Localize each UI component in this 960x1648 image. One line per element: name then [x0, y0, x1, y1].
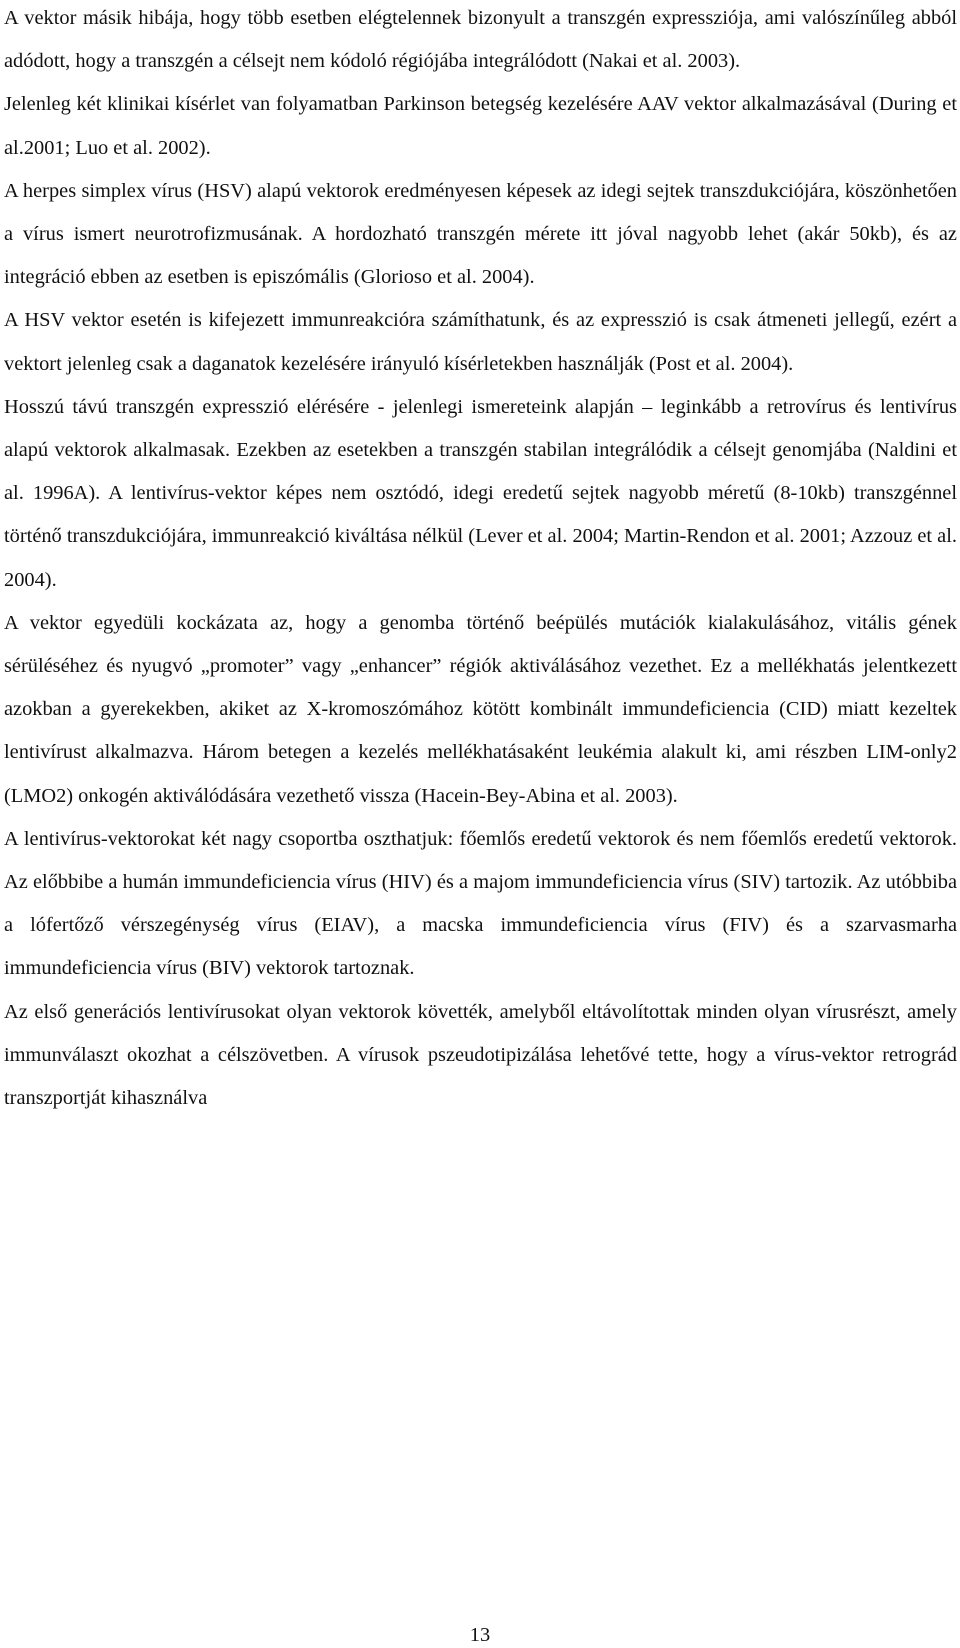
paragraph-vector-risk: A vektor egyedüli kockázata az, hogy a genomba történő beépülés mutációk kialakulásához, vitális gének sérüléséhez és nyugvó „promoter” vagy „enhancer” régiók aktiválásához vezethet. Ez a mellékhatás jelentkezett azokban a gyerekekben, akiket az X-kromoszómához kötött kombinált immundeficiencia (CID) miatt kezeltek lentivírust alkalmazva. Három betegen a kezelés mellékhatásaként leukémia alakult ki, ami részben LIM-only2 (LMO2) onkogén aktiválódására vezethető vissza (Hacein-Bey-Abina et al. 2003). [4, 611, 957, 807]
paragraph-long-term-expression: Hosszú távú transzgén expresszió elérésére - jelenlegi ismereteink alapján – leginkább a retrovírus és lentivírus alapú vektorok alkalmasak. Ezekben az esetekben a transzgén stabilan integrálódik a célsejt genomjába (Naldini et al. 1996A). A lentivírus-vektor képes nem osztódó, idegi eredetű sejtek nagyobb méretű (8-10kb) transzgénnel történő transzdukciójára, immunreakció kiváltása nélkül (Lever et al. 2004; Martin-Rendon et al. 2001; Azzouz et al. 2004). [4, 395, 957, 591]
paragraph-parkinson-trials: Jelenleg két klinikai kísérlet van folyamatban Parkinson betegség kezelésére AAV vektor alkalmazásával (During et al.2001; Luo et al. 2002). [4, 93, 957, 159]
paragraph-first-generation: Az első generációs lentivírusokat olyan vektorok követték, amelyből eltávolítottak minden olyan vírusrészt, amely immunválaszt okozhat a célszövetben. A vírusok pszeudotipizálása lehetővé tette, hogy a vírus-vektor retrográd transzportját kihasználva [4, 1000, 957, 1110]
paragraph-hsv-immunreaction: A HSV vektor esetén is kifejezett immunreakcióra számíthatunk, és az expresszió is csak átmeneti jellegű, ezért a vektort jelenleg csak a daganatok kezelésére irányuló kísérletekben használják (Post et al. 2004). [4, 309, 957, 375]
paragraph-hsv-vectors: A herpes simplex vírus (HSV) alapú vektorok eredményesen képesek az idegi sejtek transzdukciójára, köszönhetően a vírus ismert neurotrofizmusának. A hordozható transzgén mérete itt jóval nagyobb lehet (akár 50kb), és az integráció ebben az esetben is episzómális (Glorioso et al. 2004). [4, 179, 957, 289]
paragraph-aav-expression: A vektor másik hibája, hogy több esetben elégtelennek bizonyult a transzgén expressziója, ami valószínűleg abból adódott, hogy a transzgén a célsejt nem kódoló régiójába integrálódott (Nakai et al. 2003). [4, 7, 957, 73]
page-number: 13 [469, 1624, 491, 1646]
body-text [4, 0, 957, 1120]
paragraph-lentivirus-groups: A lentivírus-vektorokat két nagy csoportba oszthatjuk: főemlős eredetű vektorok és nem főemlős eredetű vektorok. Az előbbibe a humán immundeficiencia vírus (HIV) és a majom immundeficiencia vírus (SIV) tartozik. Az utóbbiba a lófertőző vérszegénység vírus (EIAV), a macska immundeficiencia vírus (FIV) és a szarvasmarha immundeficiencia vírus (BIV) vektorok tartoznak. [4, 827, 957, 980]
